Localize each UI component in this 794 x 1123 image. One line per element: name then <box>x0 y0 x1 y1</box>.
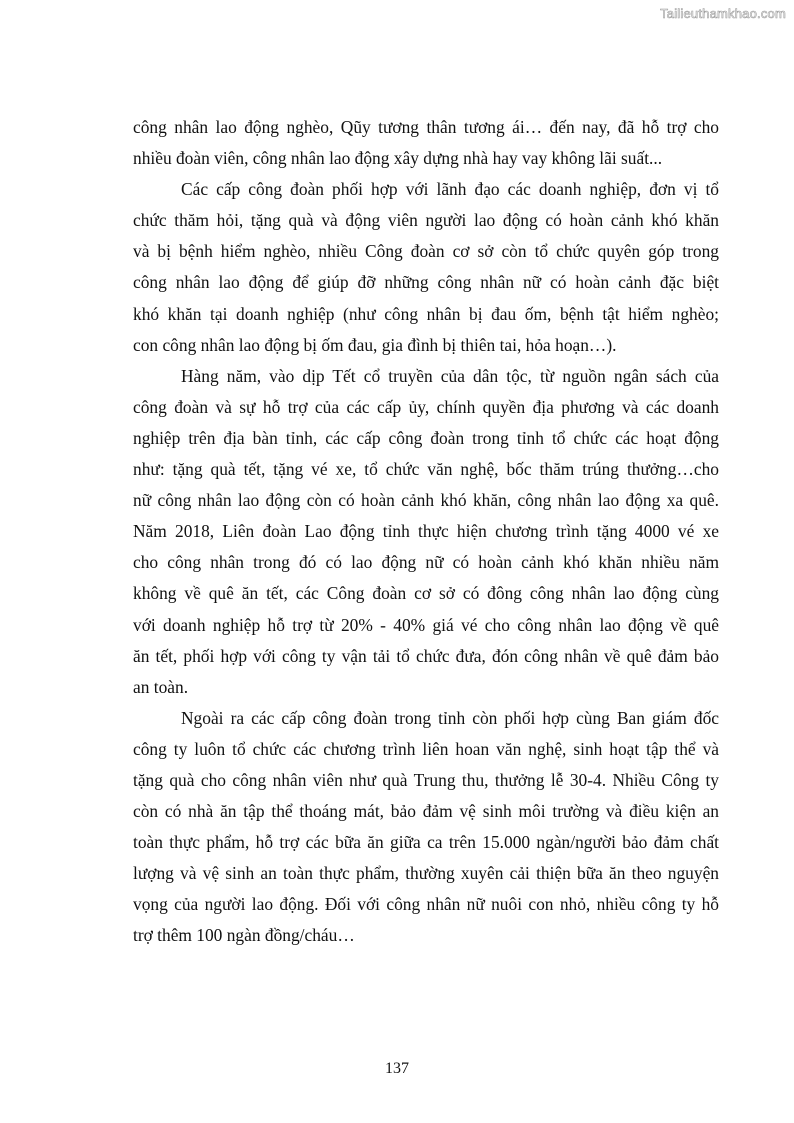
text-line: an toàn. <box>133 676 189 697</box>
text-line: tặng quà cho công nhân viên như quà Trung thu, thưởng lễ 30-4. Nhiều Công ty <box>133 769 719 790</box>
text-line: con công nhân lao động bị ốm đau, gia đình bị thiên tai, hỏa hoạn…). <box>133 334 617 355</box>
text-line: chức thăm hỏi, tặng quà và động viên người lao động có hoàn cảnh khó khăn <box>133 210 719 231</box>
body-text <box>133 112 719 952</box>
watermark: Tailieuthamkhao.com <box>660 6 786 21</box>
text-line: công đoàn và sự hỗ trợ của các cấp ủy, chính quyền địa phương và các doanh <box>133 396 719 417</box>
page-number: 137 <box>385 1060 409 1077</box>
text-line: nhiều đoàn viên, công nhân lao động xây dựng nhà hay vay không lãi suất... <box>133 148 663 169</box>
paragraph <box>133 174 719 361</box>
paragraph <box>133 112 719 174</box>
text-line: và bị bệnh hiểm nghèo, nhiều Công đoàn cơ sở còn tổ chức quyên góp trong <box>133 241 719 262</box>
text-line: công nhân lao động nghèo, Qũy tương thân tương ái… đến nay, đã hỗ trợ cho <box>133 117 719 137</box>
text-line: cho công nhân trong đó có lao động nữ có hoàn cảnh khó khăn nhiều năm <box>133 552 719 573</box>
text-line: nghiệp trên địa bàn tỉnh, các cấp công đoàn trong tỉnh tổ chức các hoạt động <box>133 427 719 448</box>
paragraph <box>133 703 719 952</box>
text-line: trợ thêm 100 ngàn đồng/cháu… <box>133 925 355 946</box>
text-line: lượng và vệ sinh an toàn thực phẩm, thường xuyên cải thiện bữa ăn theo nguyện <box>133 863 719 884</box>
text-line: công nhân lao động để giúp đỡ những công nhân nữ có hoàn cảnh đặc biệt <box>133 272 719 293</box>
text-line: Ngoài ra các cấp công đoàn trong tỉnh còn phối hợp cùng Ban giám đốc <box>181 707 719 728</box>
text-line: như: tặng quà tết, tặng vé xe, tổ chức văn nghệ, bốc thăm trúng thưởng…cho <box>133 459 719 480</box>
text-line: ăn tết, phối hợp với công ty vận tải tổ chức đưa, đón công nhân về quê đảm bảo <box>133 645 719 666</box>
text-line: không về quê ăn tết, các Công đoàn cơ sở có đông công nhân lao động cùng <box>133 583 719 604</box>
text-line: Hàng năm, vào dịp Tết cổ truyền của dân tộc, từ nguồn ngân sách của <box>181 365 719 386</box>
text-line: vọng của người lao động. Đối với công nhân nữ nuôi con nhỏ, nhiều công ty hỗ <box>133 894 719 915</box>
text-line: nữ công nhân lao động còn có hoàn cảnh khó khăn, công nhân lao động xa quê. <box>133 490 719 511</box>
text-line: còn có nhà ăn tập thể thoáng mát, bảo đảm vệ sinh môi trường và điều kiện an <box>133 801 719 822</box>
paragraph <box>133 361 719 703</box>
text-line: với doanh nghiệp hỗ trợ từ 20% - 40% giá vé cho công nhân lao động về quê <box>133 614 719 635</box>
text-line: Các cấp công đoàn phối hợp với lãnh đạo các doanh nghiệp, đơn vị tổ <box>181 179 719 200</box>
text-line: Năm 2018, Liên đoàn Lao động tỉnh thực hiện chương trình tặng 4000 vé xe <box>133 521 719 542</box>
text-line: công ty luôn tổ chức các chương trình liên hoan văn nghệ, sinh hoạt tập thể và <box>133 738 719 759</box>
text-line: khó khăn tại doanh nghiệp (như công nhân bị đau ốm, bệnh tật hiểm nghèo; <box>133 303 719 324</box>
text-line: toàn thực phẩm, hỗ trợ các bữa ăn giữa ca trên 15.000 ngàn/người bảo đảm chất <box>133 832 719 853</box>
